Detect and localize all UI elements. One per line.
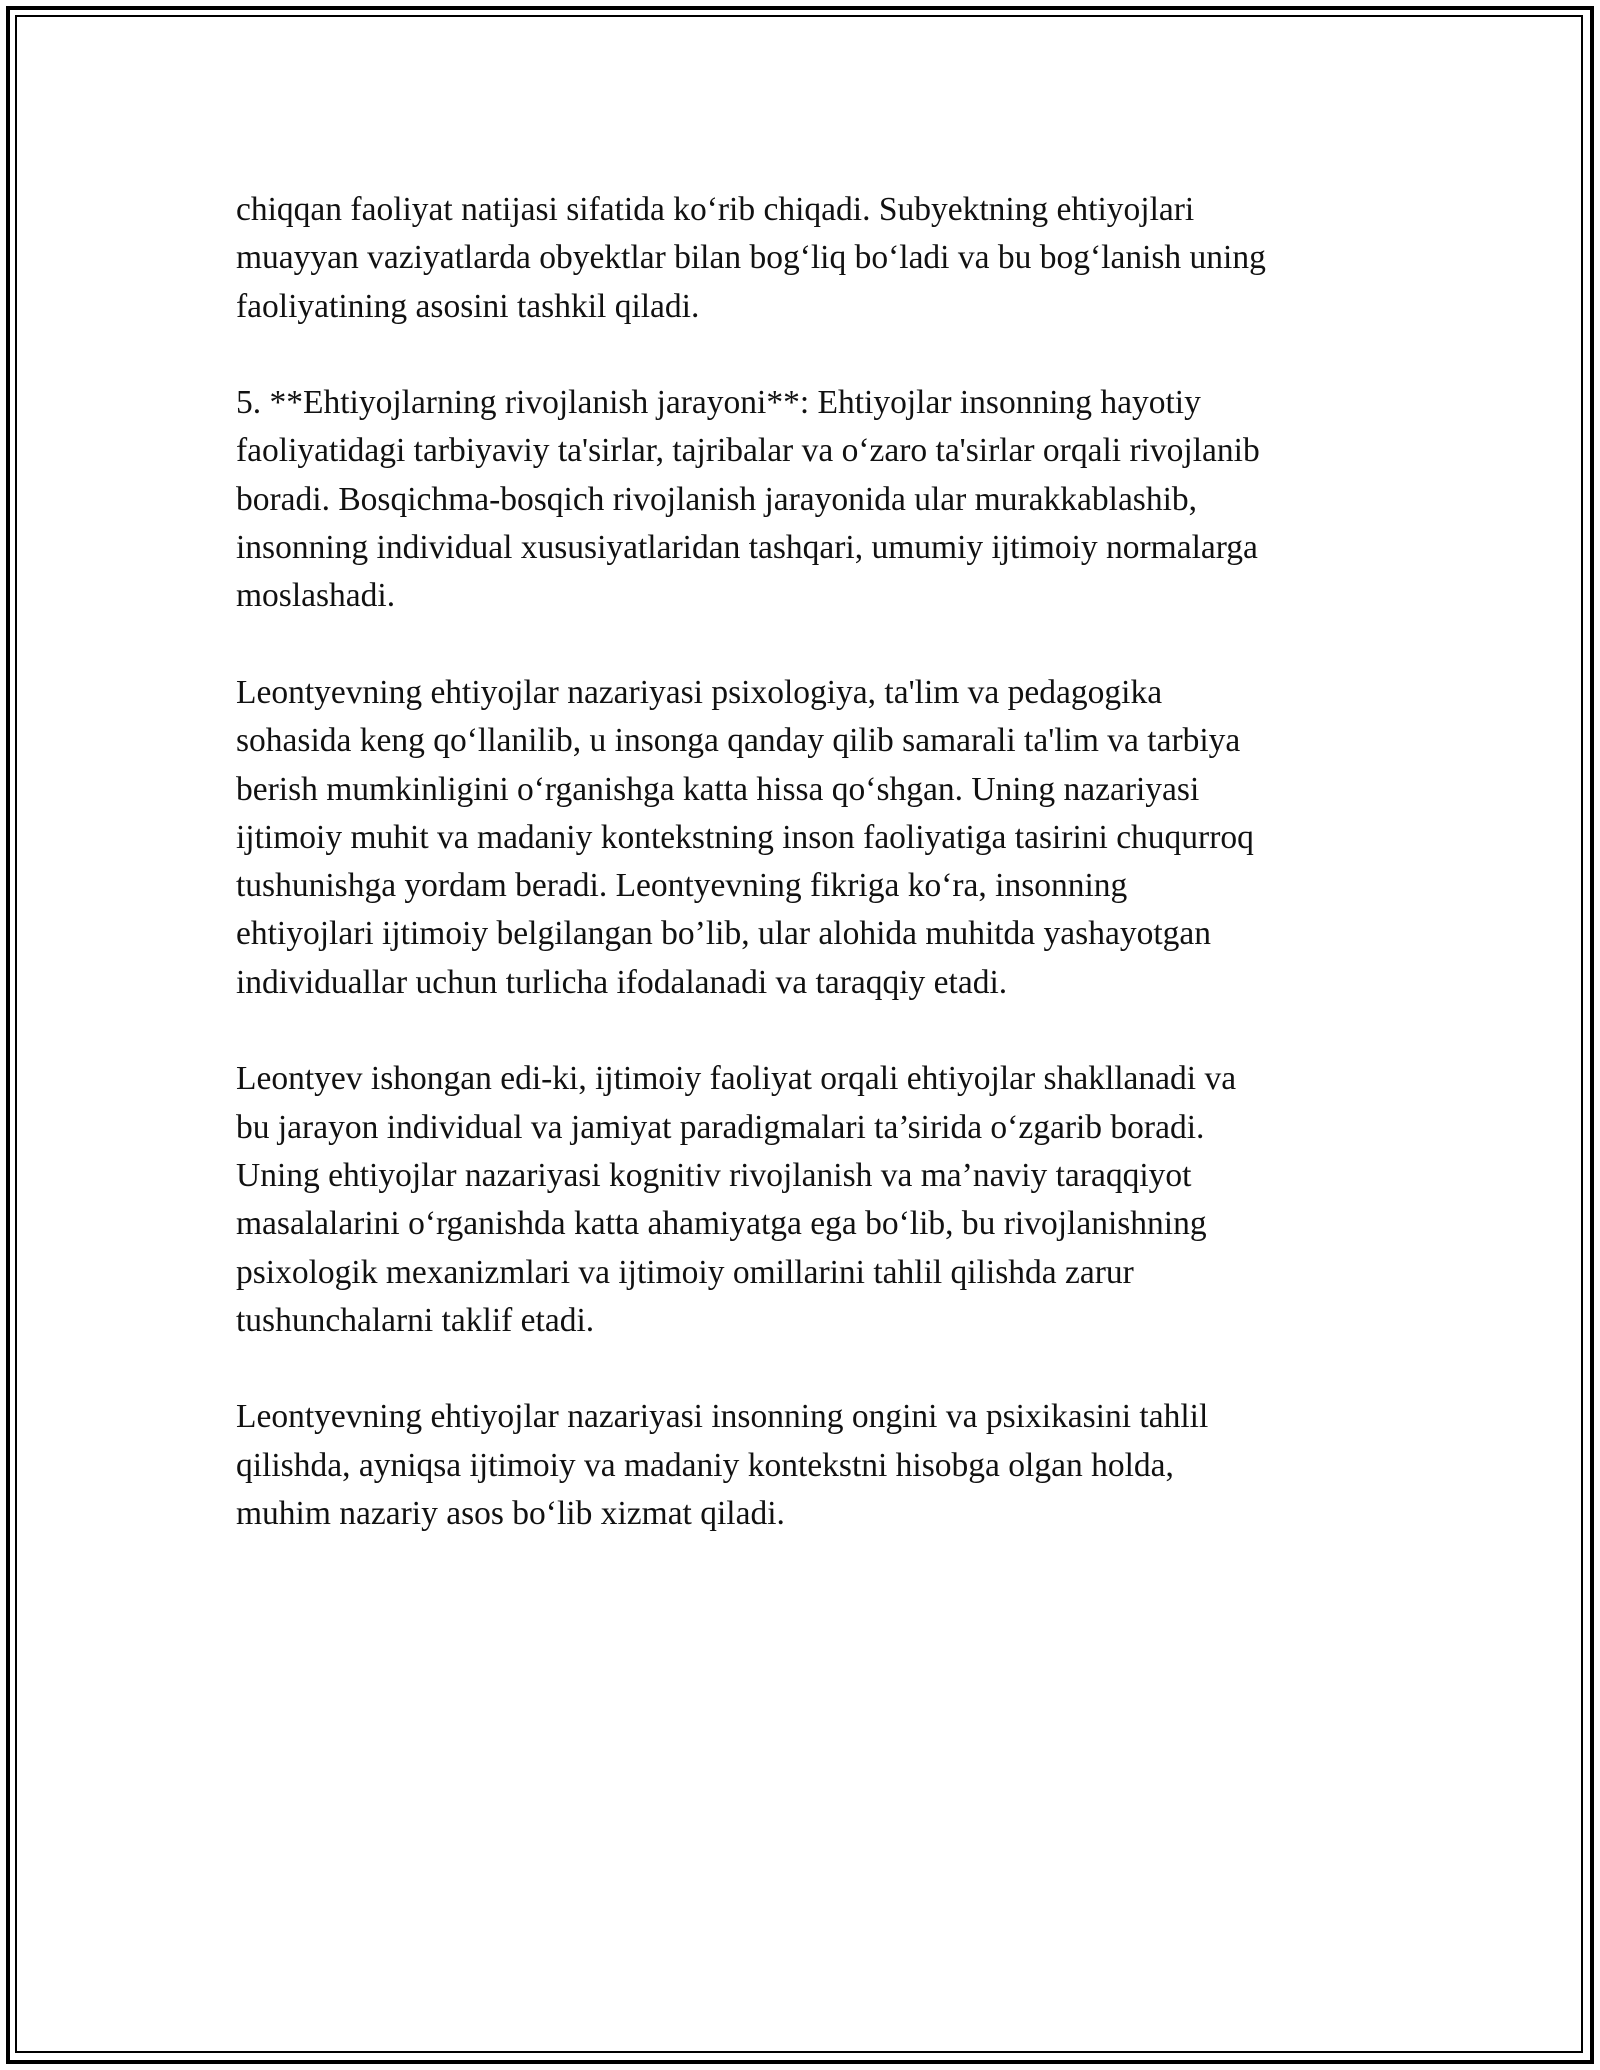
paragraph-3: Leontyevning ehtiyojlar nazariyasi psixologiya, ta'lim va pedagogika sohasida keng qo‘llanilib, u insonga qanday qilib samarali ta'lim va tarbiya berish mumkinligini o‘rganishga katta hissa qo‘shgan. Uning nazariyasi ijtimoiy muhit va madaniy kontekstning inson faoliyatiga tasirini chuqurroq tushunishga yordam beradi. Leontyevning fikriga ko‘ra, insonning ehtiyojlari ijtimoiy belgilangan bo’lib, ular alohida muhitda yashayotgan individuallar uchun turlicha ifodalanadi va taraqqiy etadi. xyxy=(236,673,1254,1001)
document-body xyxy=(236,186,1386,1538)
paragraph-1: chiqqan faoliyat natijasi sifatida ko‘rib chiqadi. Subyektning ehtiyojlari muayyan vaziyatlarda obyektlar bilan bog‘liq bo‘ladi va bu bog‘lanish uning faoliyatining asosini tashkil qiladi. xyxy=(236,191,1266,325)
paragraph-2: 5. **Ehtiyojlarning rivojlanish jarayoni**: Ehtiyojlar insonning hayotiy faoliyatidagi tarbiyaviy ta'sirlar, tajribalar va o‘zaro ta'sirlar orqali rivojlanib boradi. Bosqichma-bosqich rivojlanish jarayonida ular murakkablashib, insonning individual xususiyatlaridan tashqari, umumiy ijtimoiy normalarga moslashadi. xyxy=(236,384,1260,615)
paragraph-5: Leontyevning ehtiyojlar nazariyasi insonning ongini va psixikasini tahlil qilishda, ayniqsa ijtimoiy va madaniy kontekstni hisobga olgan holda, muhim nazariy asos bo‘lib xizmat qiladi. xyxy=(236,1398,1209,1533)
paragraph-4: Leontyev ishongan edi-ki, ijtimoiy faoliyat orqali ehtiyojlar shakllanadi va bu jarayon individual va jamiyat paradigmalari ta’sirida o‘zgarib boradi. Uning ehtiyojlar nazariyasi kognitiv rivojlanish va ma’naviy taraqqiyot masalalarini o‘rganishda katta ahamiyatga ega bo‘lib, bu rivojlanishning psixologik mexanizmlari va ijtimoiy omillarini tahlil qilishda zarur tushunchalarni taklif etadi. xyxy=(236,1060,1237,1339)
